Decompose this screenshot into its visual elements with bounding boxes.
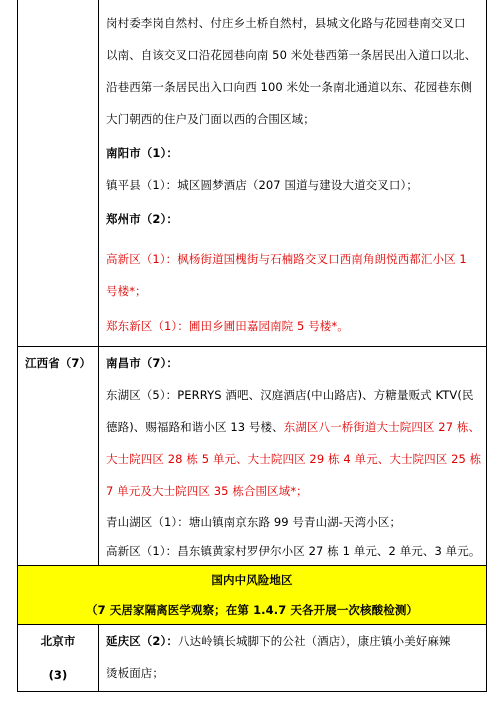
donghu-line-3: 大士院四区 28 栋 5 单元、大士院四区 29 栋 4 单元、大士院四区 25 栋 [106,452,482,466]
zhengzhou-item-1-line-1: 高新区（1）：枫杨街道国槐街与石楠路交叉口西南角朗悦西都汇小区 1 [106,252,467,266]
donghu-line-1: 东湖区（5）：PERRYS 酒吧、汉庭酒店(中山路店)、方糖量贩式 KTV(民 [106,388,474,402]
donghu-line-2-red: 东湖区八一桥街道大士院四区 27 栋、 [283,420,481,434]
henan-text-line-2: 以南、自该交叉口沿花园巷向南 50 米处巷西第一条居民出入道口以北、 [106,48,477,62]
nanchang-city-title: 南昌市（7）： [106,356,178,370]
province-jiangxi: 江西省（7） [25,356,92,370]
column-divider-lower [98,624,99,692]
zhengzhou-city-title: 郑州市（2）： [106,212,178,226]
table-bottom-border [17,691,487,692]
yanqing-district-title: 延庆区（2）： [106,634,178,648]
column-divider-upper [98,0,99,565]
henan-text-line-4: 大门朝西的住户及门面以西的合围区域； [106,112,315,126]
henan-text-line-3: 沿巷西第一条居民出入口向西 100 米处一条南北通道以东、花园巷东侧 [106,80,473,94]
medium-risk-title: 国内中风险地区 [211,573,293,587]
yanqing-line-1 [106,634,451,648]
nanyang-item: 镇平县（1）：城区圆梦酒店（207 国道与建设大道交叉口）； [106,178,418,192]
medium-risk-subtitle: （7 天居家隔离医学观察；在第 1.4.7 天各开展一次核酸检测） [85,603,419,617]
zhengzhou-item-1-line-2: 号楼*； [106,284,147,298]
row-divider-henan-jiangxi [17,346,487,347]
yanqing-line-2: 烫板面店； [106,666,164,680]
donghu-line-4: 7 单元及大士院四区 35 栋合围区域*； [106,484,308,498]
donghu-line-2 [106,420,480,434]
nanyang-city-title: 南阳市（1）： [106,146,178,160]
row-divider-medium-beijing [17,624,487,625]
beijing-count: (3) [48,668,68,682]
qingshanhu-item: 青山湖区（1）：塘山镇南京东路 99 号青山湖-天湾小区； [106,515,402,529]
donghu-line-2-black: 德路)、赐福路和谐小区 13 号楼、 [106,420,284,434]
row-divider-jiangxi-medium [17,565,487,566]
henan-text-line-1: 岗村委李岗自然村、付庄乡土桥自然村，县城文化路与花园巷南交叉口 [106,16,466,30]
zhengzhou-item-2: 郑东新区（1）：圃田乡圃田嘉园南院 5 号楼*。 [106,319,349,333]
gaoxin-item: 高新区（1）：昌东镇黄家村罗伊尔小区 27 栋 1 单元、2 单元、3 单元。 [106,544,481,558]
yanqing-line-1-text: 八达岭镇长城脚下的公社（酒店），康庄镇小美好麻辣 [177,634,451,648]
province-beijing: 北京市 [40,634,76,648]
